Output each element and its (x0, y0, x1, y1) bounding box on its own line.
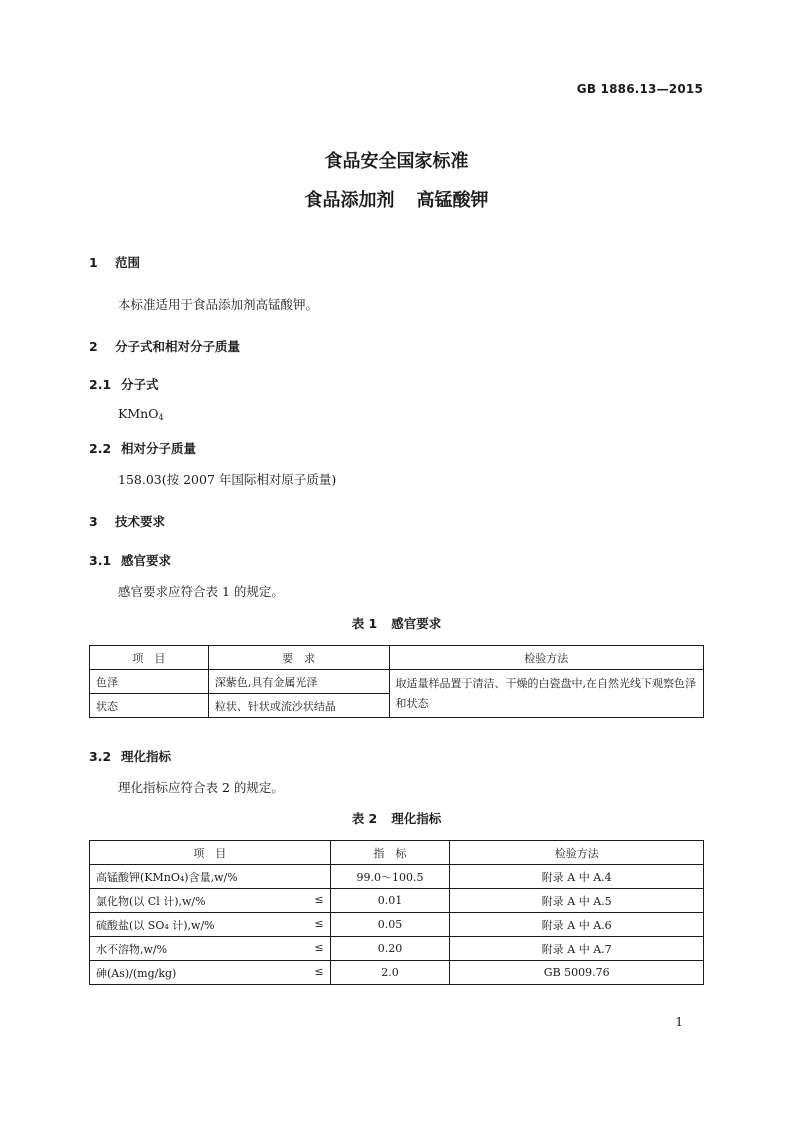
section-title: 理化指标 (121, 749, 172, 764)
section-2-heading (89, 337, 240, 355)
table-row (90, 670, 704, 694)
section-3-1-body: 感官要求应符合表 1 的规定。 (118, 584, 284, 599)
section-1-body: 本标准适用于食品添加剂高锰酸钾。 (118, 297, 319, 312)
subtitle-part-1: 食品添加剂 (304, 190, 395, 211)
physicochemical-indicators-table (89, 840, 704, 985)
table-row (90, 961, 704, 985)
value-cell: 0.05 (330, 913, 450, 937)
section-number: 3 (89, 514, 98, 529)
section-title: 相对分子质量 (121, 441, 197, 456)
caption-title: 理化指标 (391, 811, 442, 826)
header-item: 项 目 (90, 841, 331, 865)
section-number: 2 (89, 339, 98, 354)
requirement-cell: 深紫色,具有金属光泽 (208, 670, 389, 694)
item-cell (90, 961, 331, 985)
item-text: 砷(As)/(mg/kg) (96, 966, 177, 980)
method-cell: GB 5009.76 (450, 961, 704, 985)
formula-subscript: 4 (158, 413, 164, 422)
section-3-1-heading (89, 551, 171, 569)
molecular-mass: 158.03(按 2007 年国际相对原子质量) (118, 472, 337, 487)
header-method: 检验方法 (450, 841, 704, 865)
section-3-2-body: 理化指标应符合表 2 的规定。 (118, 780, 284, 795)
section-number: 3.2 (89, 749, 112, 764)
section-number: 2.1 (89, 377, 112, 392)
method-cell: 附录 A 中 A.7 (450, 937, 704, 961)
le-symbol: ≤ (314, 940, 324, 954)
section-3-heading (89, 512, 165, 530)
section-number: 2.2 (89, 441, 112, 456)
header-method: 检验方法 (389, 646, 703, 670)
section-3-2-heading (89, 747, 171, 765)
header-item: 项 目 (90, 646, 209, 670)
header-indicator: 指 标 (330, 841, 450, 865)
method-cell: 附录 A 中 A.4 (450, 865, 704, 889)
section-number: 3.1 (89, 553, 112, 568)
table-2-caption (0, 809, 793, 827)
value-cell: 2.0 (330, 961, 450, 985)
table-row (90, 913, 704, 937)
le-symbol: ≤ (314, 892, 324, 906)
molecular-formula (118, 406, 164, 422)
caption-number: 表 1 (351, 616, 378, 631)
requirement-cell: 粒状、针状或流沙状结晶 (208, 694, 389, 718)
le-symbol: ≤ (314, 916, 324, 930)
item-text: 硫酸盐(以 SO₄ 计),w/% (96, 918, 215, 932)
value-cell: 0.20 (330, 937, 450, 961)
item-cell (90, 937, 331, 961)
section-title: 分子式和相对分子质量 (115, 339, 241, 354)
value-cell: 0.01 (330, 889, 450, 913)
document-title: 食品安全国家标准 (324, 151, 469, 172)
item-text: 氯化物(以 Cl 计),w/% (96, 894, 206, 908)
section-1-heading (89, 253, 140, 271)
item-cell (90, 865, 331, 889)
method-cell: 附录 A 中 A.6 (450, 913, 704, 937)
table-row (90, 889, 704, 913)
item-text: 水不溶物,w/% (96, 942, 168, 956)
section-2-1-heading (89, 375, 159, 393)
table-header-row (90, 841, 704, 865)
section-title: 分子式 (121, 377, 159, 392)
table-1-caption (0, 614, 793, 632)
page-number: 1 (675, 1015, 683, 1029)
subtitle-part-2: 高锰酸钾 (416, 190, 489, 211)
table-header-row (90, 646, 704, 670)
formula-main: KMnO (118, 406, 159, 421)
section-title: 感官要求 (121, 553, 172, 568)
item-cell: 色泽 (90, 670, 209, 694)
table-row (90, 937, 704, 961)
item-cell: 状态 (90, 694, 209, 718)
section-2-2-heading (89, 439, 196, 457)
value-cell: 99.0～100.5 (330, 865, 450, 889)
document-subtitle (0, 186, 793, 212)
caption-title: 感官要求 (391, 616, 442, 631)
method-cell: 取适量样品置于清洁、干燥的白瓷盘中,在自然光线下观察色泽和状态 (389, 670, 703, 718)
header-requirement: 要 求 (208, 646, 389, 670)
section-title: 技术要求 (115, 514, 166, 529)
item-cell (90, 913, 331, 937)
le-symbol: ≤ (314, 964, 324, 978)
method-cell: 附录 A 中 A.5 (450, 889, 704, 913)
table-row (90, 865, 704, 889)
caption-number: 表 2 (351, 811, 378, 826)
item-text: 高锰酸钾(KMnO₄)含量,w/% (96, 870, 238, 884)
section-number: 1 (89, 255, 98, 270)
sensory-requirements-table (89, 645, 704, 718)
item-cell (90, 889, 331, 913)
section-title: 范围 (115, 255, 141, 270)
standard-code: GB 1886.13—2015 (576, 82, 703, 96)
